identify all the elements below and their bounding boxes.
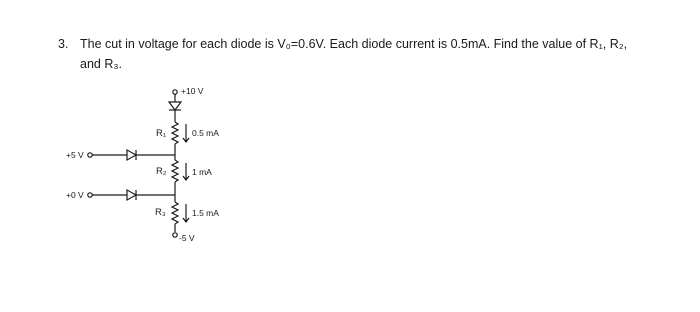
top-diode-icon — [169, 102, 181, 110]
input-upper-label: +5 V — [66, 150, 84, 160]
diode-d1-icon — [127, 150, 136, 160]
problem-text-line-2: and R₃. — [80, 57, 122, 71]
resistor-r1-icon — [172, 122, 178, 144]
resistor-r1-current: 0.5 mA — [192, 128, 219, 138]
resistor-r3-icon — [172, 202, 178, 224]
resistor-r3-label: R₃ — [155, 207, 166, 218]
resistor-r2-current: 1 mA — [192, 167, 212, 177]
resistor-r2-label: R₂ — [156, 166, 167, 177]
top-supply-terminal — [173, 90, 177, 94]
top-supply-label: +10 V — [181, 86, 204, 96]
resistor-r3-current: 1.5 mA — [192, 208, 219, 218]
problem-number: 3. — [58, 37, 69, 51]
input-lower-label: +0 V — [66, 190, 84, 200]
input-upper-terminal — [88, 153, 92, 157]
resistor-r2-icon — [172, 160, 178, 182]
bottom-supply-terminal — [173, 233, 177, 237]
input-lower-terminal — [88, 193, 92, 197]
problem-text-line-1: The cut in voltage for each diode is V₀=0.6V. Each diode current is 0.5mA. Find the value of R₁, R₂, — [80, 37, 628, 51]
bottom-supply-label: -5 V — [179, 233, 195, 243]
resistor-r1-label: R₁ — [156, 128, 167, 139]
diode-d2-icon — [127, 190, 136, 200]
